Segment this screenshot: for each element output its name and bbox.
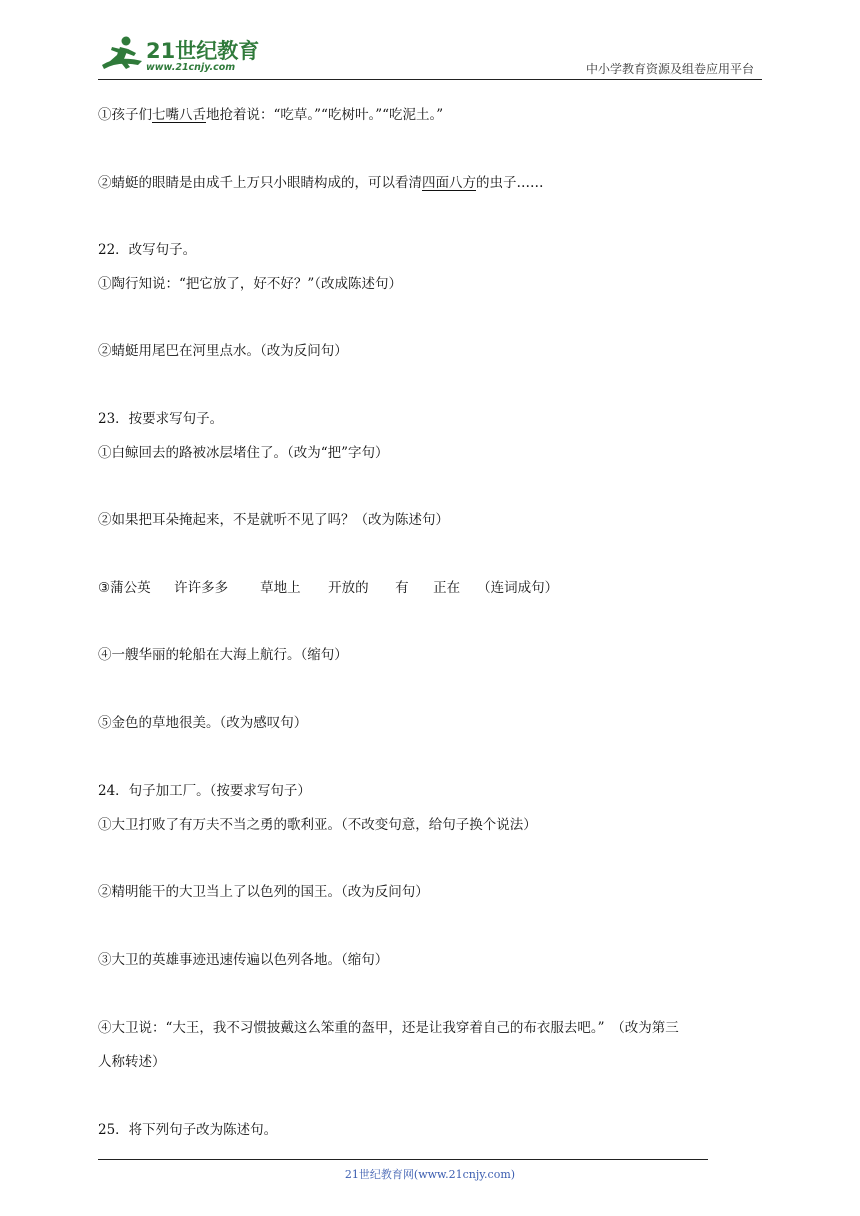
q24-item-4-line-1: ④大卫说：“大王，我不习惯披戴这么笨重的盔甲，还是让我穿着自己的布衣服去吧。” （改为第三 <box>98 1020 679 1036</box>
q21-item-1-pre: ①孩子们 <box>98 107 152 123</box>
logo-url-text: www.21cnjy.com <box>146 62 236 73</box>
q23-item-3 <box>98 579 558 597</box>
q24-item-1: ①大卫打败了有万夫不当之勇的歌利亚。（不改变句意，给句子换个说法） <box>98 817 537 833</box>
logo-main-text: 21世纪教育 <box>146 39 260 63</box>
q23-item-1: ①白鲸回去的路被冰层堵住了。（改为“把”字句） <box>98 445 389 461</box>
q22-title: 22．改写句子。 <box>98 242 197 258</box>
q22-item-1: ①陶行知说：“把它放了，好不好？”（改成陈述句） <box>98 276 403 292</box>
q21-item-2 <box>98 174 544 192</box>
q23-item-2: ②如果把耳朵掩起来，不是就听不见了吗？（改为陈述句） <box>98 512 449 528</box>
q22-item-2: ②蜻蜓用尾巴在河里点水。（改为反问句） <box>98 343 348 359</box>
q23-item-5: ⑤金色的草地很美。（改为感叹句） <box>98 715 308 731</box>
q21-item-1-underlined: 七嘴八舌 <box>152 107 206 123</box>
q25-title: 25．将下列句子改为陈述句。 <box>98 1122 278 1138</box>
q24-item-2: ②精明能干的大卫当上了以色列的国王。（改为反问句） <box>98 884 429 900</box>
q24-item-4-line-2: 人称转述） <box>98 1054 166 1070</box>
word-1: 蒲公英 <box>110 580 151 596</box>
q23-item-4: ④一艘华丽的轮船在大海上航行。（缩句） <box>98 647 348 663</box>
q24-item-3: ③大卫的英雄事迹迅速传遍以色列各地。（缩句） <box>98 952 389 968</box>
word-2: 许许多多 <box>174 580 229 596</box>
q23-title: 23．按要求写句子。 <box>98 411 224 427</box>
logo <box>98 35 268 77</box>
page-header <box>98 30 762 80</box>
word-5: 有 <box>395 580 409 596</box>
word-6: 正在 <box>433 580 461 596</box>
q21-item-2-pre: ②蜻蜓的眼睛是由成千上万只小眼睛构成的，可以看清 <box>98 175 422 191</box>
q23-item-3-prefix: ③ <box>98 580 111 596</box>
q21-item-1 <box>98 106 443 124</box>
footer-text: 21世纪教育网(www.21cnjy.com) <box>344 1168 516 1181</box>
word-4: 开放的 <box>328 580 369 596</box>
footer-divider <box>98 1159 708 1160</box>
platform-label: 中小学教育资源及组卷应用平台 <box>585 62 754 76</box>
q21-item-1-post: 地抢着说：“吃草。”“吃树叶。”“吃泥土。” <box>206 107 444 123</box>
header-divider <box>98 79 762 80</box>
q24-title: 24．句子加工厂。（按要求写句子） <box>98 783 311 799</box>
q21-item-2-post: 的虫子…… <box>476 175 544 191</box>
q21-item-2-underlined: 四面八方 <box>422 175 476 191</box>
runner-logo-icon <box>98 35 144 77</box>
word-3: 草地上 <box>260 580 301 596</box>
q23-item-3-note: （连词成句） <box>477 580 559 596</box>
